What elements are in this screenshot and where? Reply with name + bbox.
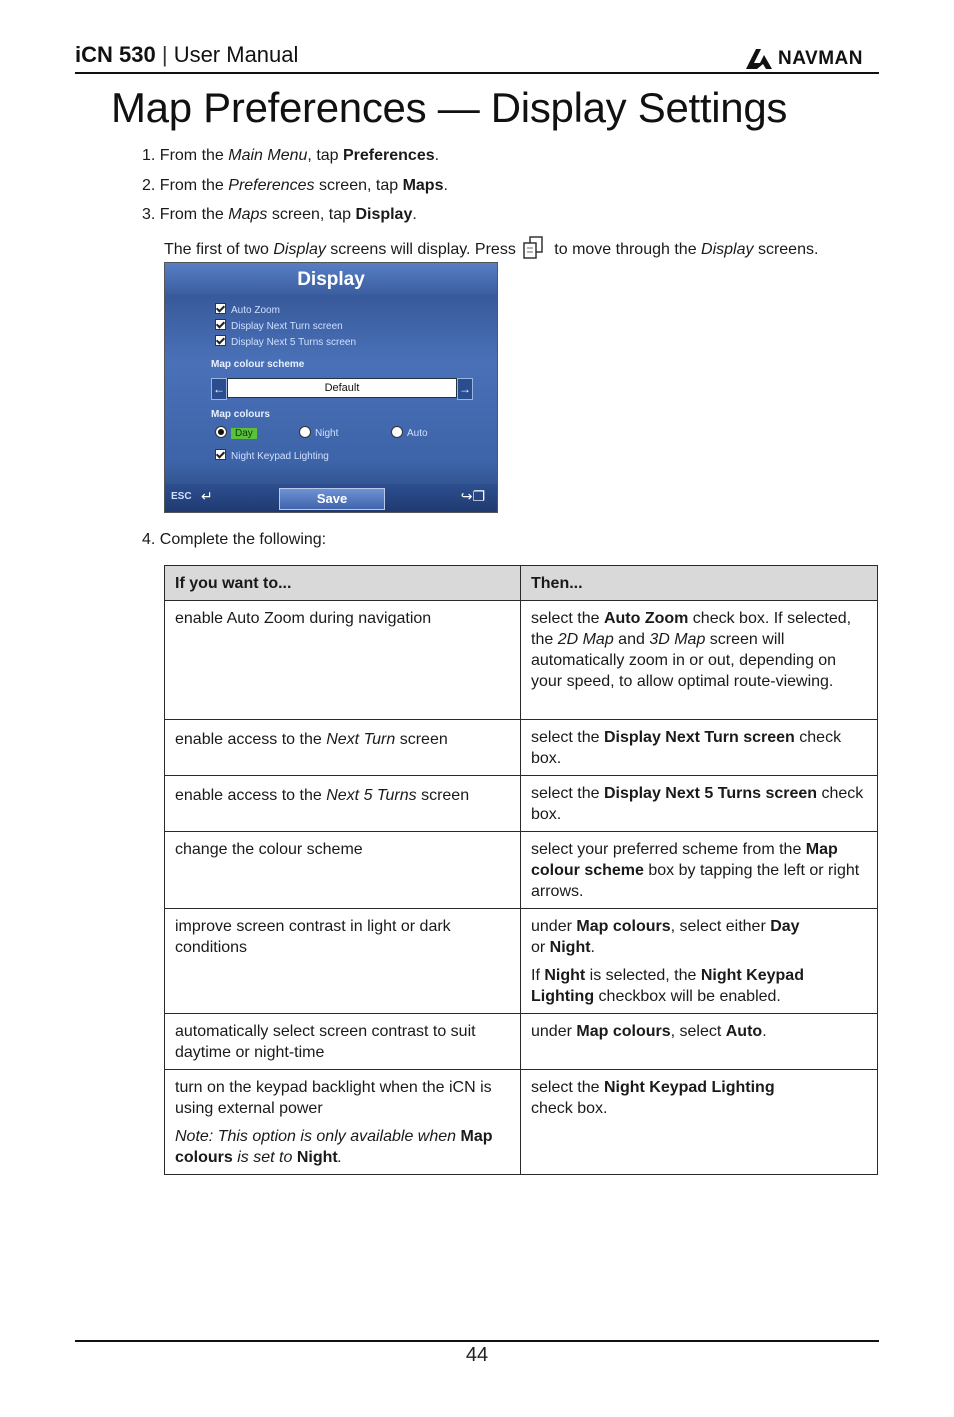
radio-label: Day (231, 428, 257, 439)
table-row (165, 1070, 878, 1175)
note-text: to move through the (549, 241, 702, 258)
table-cell: select the Night Keypad Lighting check box. (521, 1070, 878, 1175)
checkbox-label: Display Next 5 Turns screen (231, 337, 357, 348)
table-cell: enable access to the Next Turn screen (165, 720, 521, 776)
navman-logo-icon (744, 47, 774, 71)
column-header: Then... (521, 566, 878, 601)
step-bold: Preferences (343, 147, 435, 164)
step-number: 1. (142, 147, 156, 164)
scheme-right-arrow[interactable]: → (457, 378, 473, 400)
table-row (165, 601, 878, 720)
navman-logo (744, 46, 880, 72)
next-5-turns-checkbox[interactable] (215, 335, 356, 348)
step-text: . (443, 177, 448, 194)
map-colours-label: Map colours (211, 409, 270, 420)
auto-zoom-checkbox[interactable] (215, 303, 280, 316)
radio-selected-icon (215, 426, 227, 438)
page-title: Map Preferences — Display Settings (111, 84, 788, 131)
checkbox-checked-icon (215, 449, 226, 460)
device-screen-title: Display (165, 263, 497, 295)
step-text: From the (159, 206, 229, 223)
step-text: . (434, 147, 440, 164)
table-cell: select the Display Next Turn screen check box. (521, 720, 878, 776)
table-cell: under Map colours, select Auto. (521, 1014, 878, 1070)
radio-day[interactable] (215, 426, 257, 439)
table-cell: select the Auto Zoom check box. If selected, the 2D Map and 3D Map screen will automatically zoom in or out, depending on your speed, to allow optimal route-viewing. (521, 601, 878, 720)
page-number: 44 (465, 1344, 489, 1366)
radio-icon (299, 426, 311, 438)
next-screen-icon[interactable]: ↪❐ (460, 488, 485, 504)
header-separator: | (161, 42, 168, 67)
step-italic: Preferences (228, 177, 315, 194)
manual-header (75, 42, 298, 68)
note-italic: Display (701, 241, 754, 258)
esc-button[interactable]: ESC (171, 491, 192, 502)
footer-rule (75, 1340, 879, 1342)
table-cell: under Map colours, select either Day or Night. If Night is selected, the Night Keypad Lighting checkbox will be enabled. (521, 909, 878, 1014)
scheme-left-arrow[interactable]: ← (211, 378, 227, 400)
table-cell: select the Display Next 5 Turns screen check box. (521, 776, 878, 832)
table-row (165, 720, 878, 776)
step-text: Complete the following: (159, 531, 327, 548)
step-text: screen, tap (267, 206, 356, 223)
table-row (165, 776, 878, 832)
radio-label: Auto (407, 428, 428, 439)
checkbox-label: Display Next Turn screen (231, 321, 343, 332)
table-cell: automatically select screen contrast to suit daytime or night-time (165, 1014, 521, 1070)
options-table (164, 565, 878, 1175)
radio-icon (391, 426, 403, 438)
table-cell: enable Auto Zoom during navigation (165, 601, 521, 720)
table-row (165, 832, 878, 909)
step-bold: Display (355, 206, 413, 223)
table-row (165, 1014, 878, 1070)
checkbox-checked-icon (215, 335, 226, 346)
table-row (165, 909, 878, 1014)
checkbox-label: Night Keypad Lighting (231, 451, 329, 462)
display-screen-screenshot (164, 262, 498, 513)
radio-label: Night (315, 428, 339, 439)
column-header: If you want to... (165, 566, 521, 601)
step-bold: Maps (402, 177, 444, 194)
table-header-row (165, 566, 878, 601)
table-cell: change the colour scheme (165, 832, 521, 909)
table-cell: improve screen contrast in light or dark conditions (165, 909, 521, 1014)
step-text: , tap (307, 147, 343, 164)
step-3 (142, 206, 417, 224)
display-screens-note (164, 235, 818, 261)
step-text: . (412, 206, 417, 223)
step-number: 2. (142, 177, 156, 194)
radio-auto[interactable] (391, 426, 428, 439)
table-cell: enable access to the Next 5 Turns screen (165, 776, 521, 832)
checkbox-checked-icon (215, 319, 226, 330)
note-text: The first of two (164, 241, 274, 258)
table-cell: select your preferred scheme from the Map colour scheme box by tapping the left or right arrows. (521, 832, 878, 909)
night-keypad-checkbox[interactable] (215, 449, 329, 462)
back-arrow-icon[interactable]: ↵ (201, 488, 213, 504)
map-colour-scheme-label: Map colour scheme (211, 359, 305, 370)
save-button[interactable]: Save (279, 488, 385, 510)
step-italic: Main Menu (228, 147, 308, 164)
scheme-value: Default (324, 382, 360, 394)
step-text: From the (159, 177, 229, 194)
map-colour-scheme-select[interactable] (227, 378, 457, 398)
step-italic: Maps (228, 206, 268, 223)
note-italic: Display (273, 241, 326, 258)
checkbox-checked-icon (215, 303, 226, 314)
next-turn-checkbox[interactable] (215, 319, 343, 332)
next-screen-icon (521, 235, 545, 261)
step-text: From the (159, 147, 229, 164)
note-text: screens will display. Press (325, 241, 516, 258)
device-bottom-bar (165, 484, 497, 512)
step-1 (142, 147, 439, 165)
model-name: iCN 530 (75, 42, 156, 67)
step-text: screen, tap (314, 177, 403, 194)
manual-label: User Manual (173, 42, 299, 67)
step-2 (142, 177, 448, 195)
table-cell: turn on the keypad backlight when the iCN is using external power Note: This option is only available when Map colours is set to Night. (165, 1070, 521, 1175)
radio-night[interactable] (299, 426, 338, 439)
brand-name: NAVMAN (778, 48, 863, 69)
step-number: 4. (142, 531, 156, 548)
header-rule (75, 72, 879, 74)
step-number: 3. (142, 206, 156, 223)
note-text: screens. (753, 241, 819, 258)
checkbox-label: Auto Zoom (231, 305, 280, 316)
step-4 (142, 531, 326, 549)
